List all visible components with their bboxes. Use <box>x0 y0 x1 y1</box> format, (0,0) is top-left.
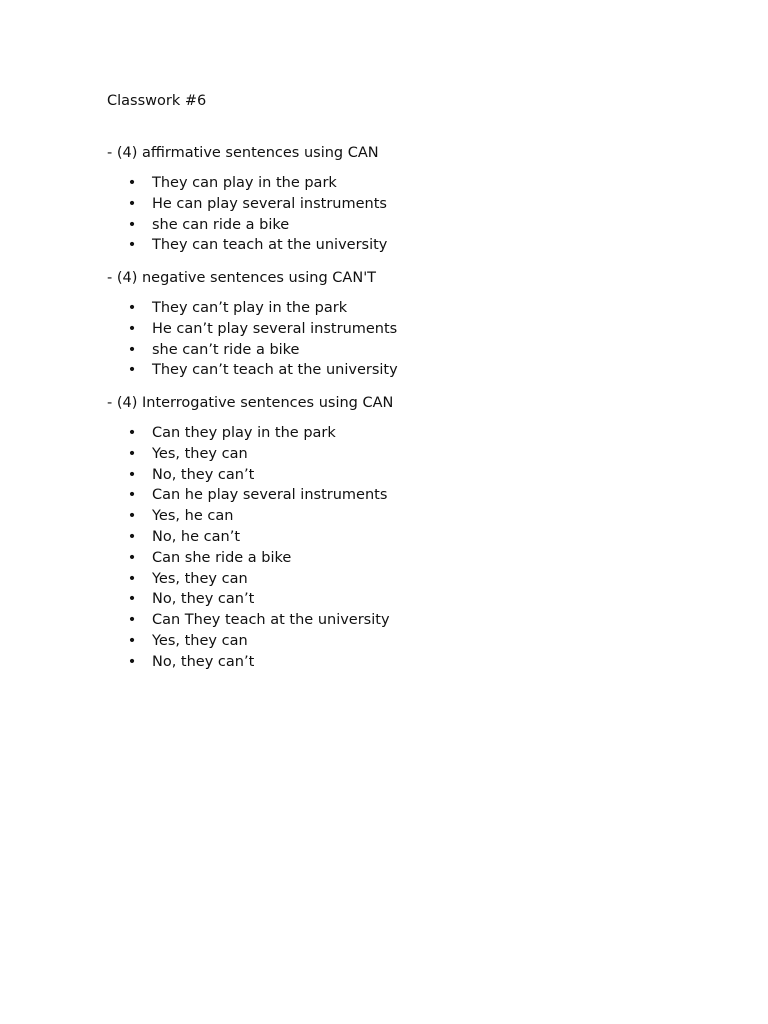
bullet-icon: • <box>127 612 137 629</box>
list-item-text: No, they can’t <box>152 653 255 670</box>
bullet-icon: • <box>127 237 137 254</box>
bullet-icon: • <box>127 320 137 337</box>
bullet-icon: • <box>127 216 137 233</box>
bullet-icon: • <box>127 425 137 441</box>
list-item-text: Can he play several instruments <box>152 487 388 504</box>
list-item-text: No, he can’t <box>152 528 240 545</box>
list-item-text: He can’t play several instruments <box>152 320 398 337</box>
document-title: Classwork #6 <box>107 93 207 109</box>
section-heading-affirmative: - (4) affirmative sentences using CAN <box>107 145 379 161</box>
bullet-icon: • <box>127 487 137 504</box>
list-item-text: Can They teach at the university <box>152 612 390 629</box>
list-item-text: Yes, they can <box>152 570 248 587</box>
list-item-text: They can’t teach at the university <box>152 362 398 379</box>
list-item-text: Can she ride a bike <box>152 549 292 566</box>
list-item-text: Yes, they can <box>152 632 248 649</box>
bullet-icon: • <box>127 653 137 670</box>
bullet-icon: • <box>127 300 137 316</box>
bullet-icon: • <box>127 341 137 358</box>
list-item-text: Can they play in the park <box>152 425 336 441</box>
bullet-icon: • <box>127 549 137 566</box>
bullet-icon: • <box>127 508 137 525</box>
bullet-icon: • <box>127 175 137 191</box>
list-item-text: They can teach at the university <box>152 237 388 254</box>
list-item-text: They can play in the park <box>152 175 337 191</box>
list-item-text: He can play several instruments <box>152 195 387 212</box>
list-item-text: No, they can’t <box>152 466 255 483</box>
section-heading-interrogative: - (4) Interrogative sentences using CAN <box>107 395 394 411</box>
list-item-text: Yes, they can <box>152 445 248 462</box>
bullet-icon: • <box>127 362 137 379</box>
bullet-icon: • <box>127 570 137 587</box>
bullet-icon: • <box>127 445 137 462</box>
bullet-icon: • <box>127 632 137 649</box>
bullet-icon: • <box>127 466 137 483</box>
bullet-icon: • <box>127 591 137 608</box>
bullet-icon: • <box>127 528 137 545</box>
section-heading-negative: - (4) negative sentences using CAN'T <box>107 270 377 286</box>
list-item-text: Yes, he can <box>152 508 234 525</box>
list-item-text: They can’t play in the park <box>152 300 348 316</box>
list-item-text: she can ride a bike <box>152 216 290 233</box>
bullet-icon: • <box>127 195 137 212</box>
list-item-text: No, they can’t <box>152 591 255 608</box>
list-item-text: she can’t ride a bike <box>152 341 300 358</box>
